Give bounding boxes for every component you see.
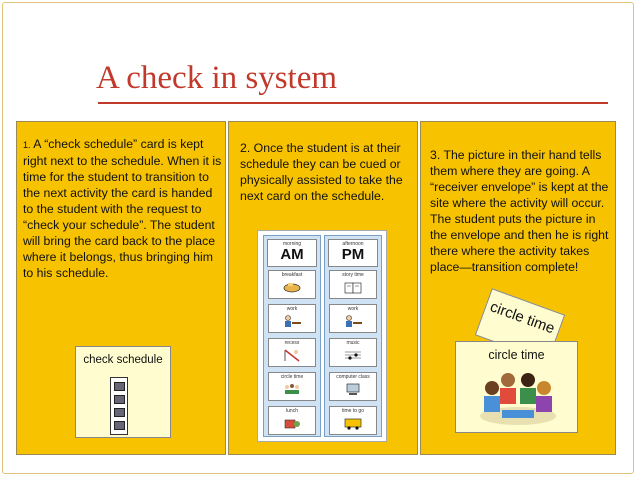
panel-step-2 — [228, 121, 418, 455]
breakfast-icon — [282, 280, 302, 294]
pm-header — [328, 239, 378, 267]
schedule-slot — [268, 338, 316, 367]
check-schedule-label: check schedule — [83, 354, 163, 366]
circle-time-icon — [282, 382, 302, 396]
schedule-slot — [329, 304, 377, 333]
slot-label: breakfast — [281, 272, 303, 278]
step-1-number: 1. — [23, 140, 31, 150]
computer-icon — [343, 382, 363, 396]
slot-label: work — [286, 306, 298, 312]
slot-label: time to go — [342, 408, 364, 414]
slot-label: computer class — [336, 374, 370, 380]
pm-column — [324, 235, 382, 437]
step-2-text: 2. Once the student is at their schedule they can be cued or physically assisted to take the next card on the schedule. — [240, 141, 403, 203]
slot-label: lunch — [286, 408, 298, 414]
check-schedule-card — [75, 346, 171, 438]
title-underline — [98, 102, 608, 104]
schedule-slot — [329, 406, 377, 435]
panel-step-1 — [16, 121, 226, 455]
mini-schedule-icon — [110, 377, 128, 435]
schedule-slot — [268, 406, 316, 435]
am-header-label: AM — [280, 246, 304, 263]
picture-card-label: circle time — [487, 298, 557, 338]
receiver-envelope — [455, 341, 578, 433]
schedule-slot — [329, 338, 377, 367]
work-icon — [343, 314, 363, 328]
slot-label: story time — [342, 272, 364, 278]
schedule-slot — [268, 304, 316, 333]
recess-slide-icon — [282, 348, 302, 362]
slot-label: work — [347, 306, 359, 312]
pm-header-caption: afternoon — [342, 241, 364, 247]
schedule-slot — [329, 270, 377, 299]
slide-title: A check in system — [96, 60, 338, 96]
am-column — [263, 235, 321, 437]
step-1-text — [23, 136, 223, 281]
slot-label: music — [346, 340, 360, 346]
music-notes-icon — [343, 348, 363, 362]
school-bus-icon — [343, 416, 363, 430]
slot-label: recess — [284, 340, 300, 346]
schedule-slot — [268, 270, 316, 299]
schedule-slot — [268, 372, 316, 401]
story-book-icon — [343, 280, 363, 294]
panel-step-3 — [420, 121, 616, 455]
envelope-label: circle time — [488, 348, 545, 362]
schedule-slot — [329, 372, 377, 401]
am-header — [267, 239, 317, 267]
slot-label: circle time — [280, 374, 304, 380]
step-3-text: 3. The picture in their hand tells them where they are going. A “receiver envelope” is kept at the site where the activity will occur. The student puts the picture in the envelope and then he is right there where the activity takes place—transition complete! — [430, 148, 609, 274]
children-circle-time-icon — [478, 366, 558, 428]
work-icon — [282, 314, 302, 328]
am-header-caption: morning — [282, 241, 302, 247]
step-1-body: A “check schedule” card is kept right next to the schedule. When it is time for the student to transition to the next activity the card is handed to the student with the request to “check your schedule”. The student will bring the card back to the place where it belongs, thus bringing him to his schedule. — [23, 137, 222, 280]
lunch-icon — [282, 416, 302, 430]
picture-schedule-board — [257, 230, 387, 442]
pm-header-label: PM — [341, 246, 365, 263]
